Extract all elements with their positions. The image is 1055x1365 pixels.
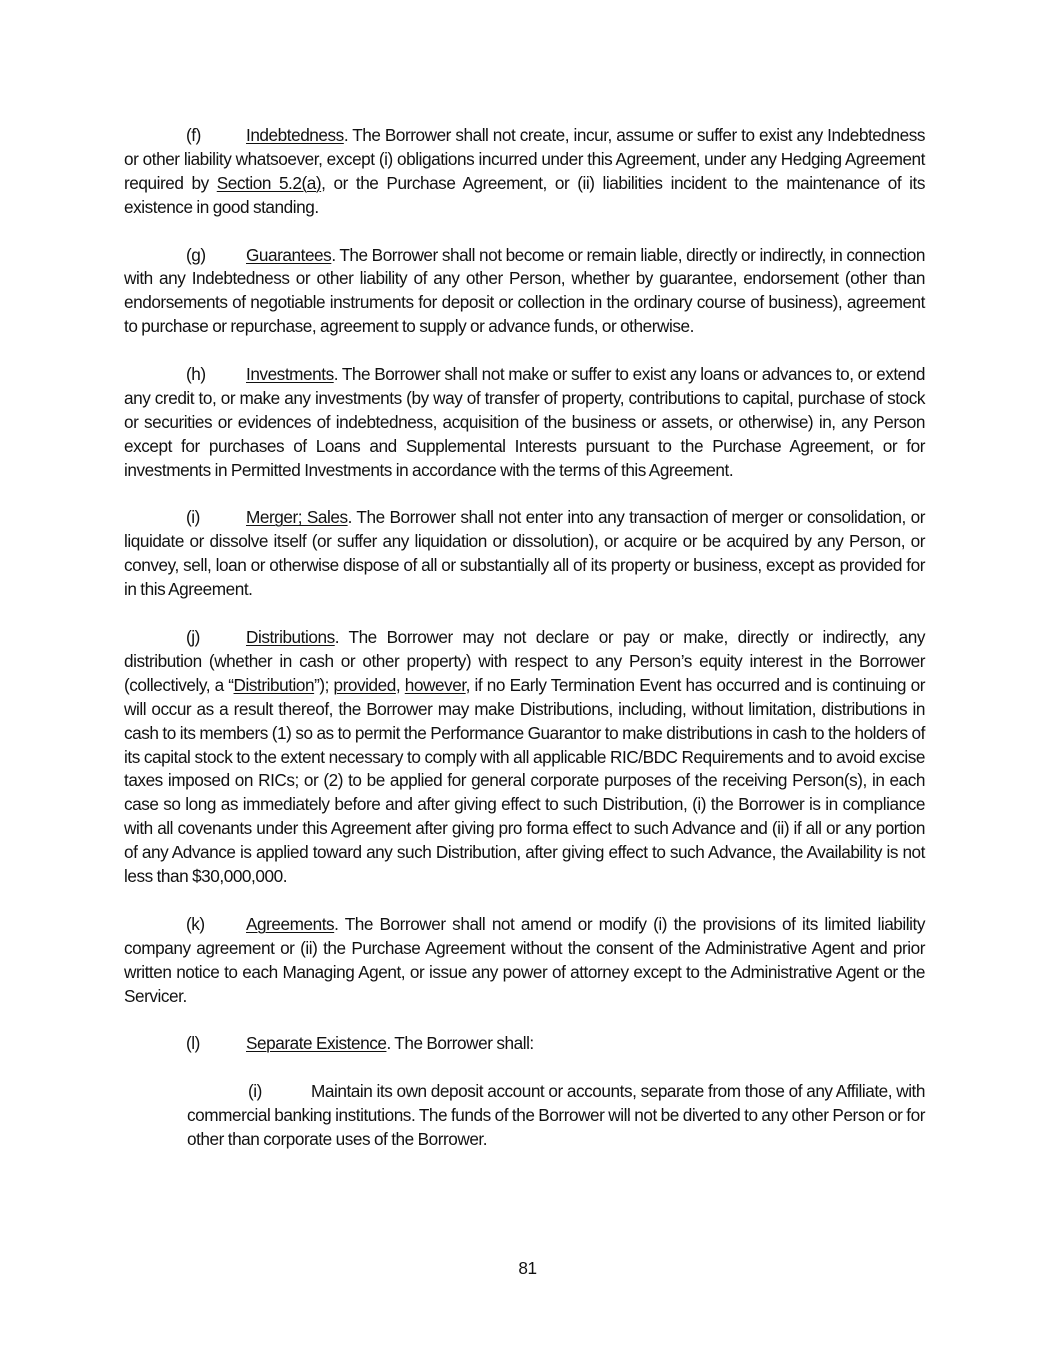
section-h-investments [124,363,925,483]
section-l-separate-existence [124,1032,925,1056]
section-heading: Guarantees [246,244,332,265]
section-label: (i) [186,507,200,528]
section-i-merger-sales [124,506,925,602]
section-heading: Indebtedness [246,125,344,145]
defined-term-distribution: Distribution [233,674,315,695]
term-however: however [404,674,466,695]
page-number: 81 [518,1258,537,1278]
section-label: (l) [186,1033,200,1054]
section-heading: Investments [246,364,334,385]
section-body: , if no Early Termination Event has occurred and is continuing or will occur as a result thereof, the Borrower may make Distributions, including, without limitation, distributions in cash to its members (1) so as to permit the Performance Guarantor to make distributions in cash to the holders of its capital stock to the extent necessary to comply with all applicable RIC/BDC Requirements and to avoid excise taxes imposed on RICs; or (2) to be applied for general corporate purposes of the receiving Person(s), in each case so long as immediately before and after giving effect to such Distribution, (i) the Borrower is in compliance with all covenants under this Agreement after giving pro forma effect to such Advance and (ii) if all or any portion of any Advance is applied toward any such Distribution, after giving effect to such Advance, the Availability is not less than $30,000,000. [124,674,925,887]
section-label: (f) [186,125,201,145]
section-body: . The Borrower shall not create, incur, assume or suffer to exist any Indebtedness or other liability whatsoever, except (i) obligations incurred under this Agreement, under any Hedging Agreement required by [124,125,925,193]
section-body: ”); [314,674,334,695]
section-f-indebtedness [124,124,925,220]
document-page [124,124,925,1176]
section-heading: Separate Existence [246,1033,387,1054]
section-k-agreements [124,913,925,1009]
section-reference-link[interactable]: Section 5.2(a) [216,172,322,193]
term-provided: provided [333,674,396,695]
section-j-distributions [124,626,925,889]
section-g-guarantees [124,244,925,340]
section-heading: Merger; Sales [246,507,348,528]
section-body: . The Borrower shall not enter into any transaction of merger or consolidation, or liquidate or dissolve itself (or suffer any liquidation or dissolution), or acquire or be acquired by any Person, or convey, sell, loan or otherwise dispose of all or substantially all of its property or business, except as provided for in this Agreement. [124,507,926,600]
section-label: (j) [186,626,200,647]
section-body: . The Borrower shall not make or suffer to exist any loans or advances to, or extend any credit to, or make any investments (by way of transfer of property, contributions to capital, purchase of stock or securities or evidences of indebtedness, acquisition of the business or assets, or otherwise) in, any Person except for purchases of Loans and Supplemental Interests pursuant to the Purchase Agreement, or for investments in Permitted Investments in accordance with the terms of this Agreement. [124,364,925,480]
subsection-l-i [187,1080,925,1152]
section-body: . The Borrower shall not amend or modify (i) the provisions of its limited liability company agreement or (ii) the Purchase Agreement without the consent of the Administrative Agent and prior written notice to each Managing Agent, or issue any power of attorney except to the Administrative Agent or the Servicer. [124,913,925,1006]
subsection-label: (i) [248,1081,262,1102]
section-label: (k) [186,913,205,934]
section-label: (h) [186,364,206,385]
section-label: (g) [186,244,206,265]
section-body-continued: , or the Purchase Agreement, or (ii) liabilities incident to the maintenance of its existence in good standing. [124,172,925,217]
section-body: . The Borrower may not declare or pay or make, directly or indirectly, any distribution (whether in cash or other property) with respect to any Person’s equity interest in the Borrower (collectively, a “ [124,626,925,695]
section-body: . The Borrower shall not become or remain liable, directly or indirectly, in connection with any Indebtedness or other liability of any other Person, whether by guarantee, endorsement (other than endorsements of negotiable instruments for deposit or collection in the ordinary course of business), agreement to purchase or repurchase, agreement to supply or advance funds, or otherwise. [124,244,925,337]
section-heading: Distributions [246,626,335,647]
section-body: , [395,674,405,695]
section-heading: Agreements [246,913,335,934]
subsection-body: Maintain its own deposit account or accounts, separate from those of any Affiliate, with commercial banking institutions. The funds of the Borrower will not be diverted to any other Person or for other than corporate uses of the Borrower. [187,1081,925,1149]
section-body: . The Borrower shall: [386,1033,534,1054]
